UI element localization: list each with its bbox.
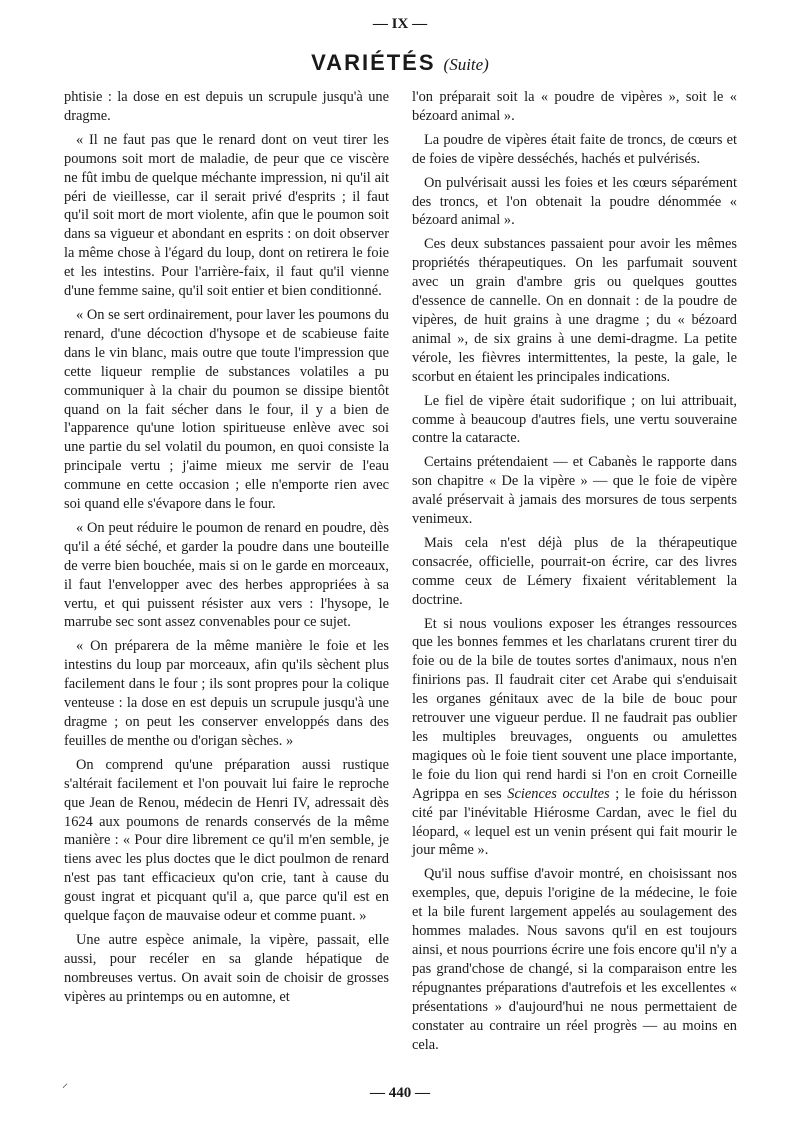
paragraph-text: Et si nous voulions exposer les étranges ressources que les bonnes femmes et les charlatans crurent tirer du foie ou de la bile de toutes sortes d'animaux, nous n'en finirions pas. Il faudrait citer cet Arabe qui s'enduisait les organes génitaux avec de la bile de bouc pour retrouver une vigueur perdue. Il ne faudrait pas oublier les multiples breuvages, onguents ou amulettes magiques où le foie tient souvent une place importante, le foie du lion qui rend hardi si l'on en croit Corneille Agrippa en ses (412, 615, 737, 802)
paragraph: Certains prétendaient — et Cabanès le rapporte dans son chapitre « De la vipère » — que le foie de vipère avalé préservait à jamais des morsures de tous serpents venimeux. (412, 454, 737, 528)
paragraph: Mais cela n'est déjà plus de la thérapeutique consacrée, officielle, pourrait-on écrire, car des livres comme ceux de Lémery fixaient véritablement la doctrine. (412, 534, 737, 608)
paragraph: « On préparera de la même manière le foie et les intestins du loup par morceaux, afin qu'ils sèchent plus facilement dans le four ; ils sont propres pour la colique venteuse : la dose en est depuis un scrupule jusqu'à une dragme ; on peut les conserver enveloppés dans des feuilles de menthe ou d'origan sèches. » (64, 638, 389, 749)
stray-ink-mark: ⸝ (62, 1076, 69, 1090)
paragraph: l'on préparait soit la « poudre de vipères », soit le « bézoard animal ». (412, 89, 737, 124)
paragraph: Une autre espèce animale, la vipère, passait, elle aussi, pour recéler en sa glande hépatique de nombreuses vertus. On avait soin de choisir de grosses vipères au printemps ou en automne, et (64, 931, 389, 1005)
roman-page-number: — IX — (372, 16, 428, 32)
paragraph: Ces deux substances passaient pour avoir les mêmes propriétés thérapeutiques. On les parfumait souvent avec un grain d'ambre gris ou quelques gouttes d'essence de cannelle. On en donnait : de la poudre de vipères, de huit grains à une dragme ; du « bézoard animal », de six grains à une demi-dragme. La petite vérole, les fièvres intermittentes, la peste, la gale, le scorbut en étaient les principales indications. (412, 236, 737, 385)
paragraph: Le fiel de vipère était sudorifique ; on lui attribuait, comme à beaucoup d'autres fiels, une vertu souveraine contre la cataracte. (412, 392, 737, 447)
title-subtitle: (Suite) (443, 55, 489, 74)
paragraph (412, 615, 737, 861)
paragraph: « On se sert ordinairement, pour laver les poumons du renard, d'une décoction d'hysope et de scabieuse faite dans le vin blanc, mais outre que toute l'impression que cette liqueur remplie de substances volatiles a pu communiquer à la chair du poumon se dissipe bientôt quand on la fait sécher dans le four, il y a bien de l'apparence qu'une lotion spiritueuse enlève avec soi une partie du sel volatil du poumon, en quoi consiste la principale vertu ; j'aime mieux me servir de l'eau commune en cette occasion ; elle n'emporte rien avec soi quand elle s'évapore dans le four. (64, 306, 389, 513)
paragraph: La poudre de vipères était faite de troncs, de cœurs et de foies de vipère desséchés, hachés et pulvérisés. (412, 131, 737, 167)
paragraph: Qu'il nous suffise d'avoir montré, en choisissant nos exemples, que, depuis l'origine de la médecine, le foie et la bile furent largement appelés au soulagement des hommes malades. Nous savons qu'il en est toujours ainsi, et nous pourrions écrire une fois encore qu'il n'y a pas grand'chose de changé, si la comparaison entre les répugnantes préparations d'autrefois et les excellentes « présentations » d'aujourd'hui ne nous permettaient de constater au contraire un réel progrès — au moins en cela. (412, 866, 737, 1053)
paragraph: « Il ne faut pas que le renard dont on veut tirer les poumons soit mort de maladie, de peur que ce viscère ne fût imbu de quelque méchante impression, ni qu'il ait péri de vieillesse, car il serait privé d'esprits ; il faut qu'il soit mort de mort violente, afin que le poumon soit dans sa vigueur et abondant en esprits : on doit observer la même chose à l'égard du loup, dont on retirera le foie et les intestins. Pour l'arrière-faix, il faut qu'il vienne d'une femme saine, qu'il soit entier et bien conditionné. (64, 131, 389, 300)
paragraph-text: ; le foie du hérisson cité par l'inévitable Hiérosme Cardan, avec le fiel du léopard, « lequel est un venin présent qui fait mourir le jour même ». (412, 785, 737, 859)
paragraph: On pulvérisait aussi les foies et les cœurs séparément des troncs, et l'on obtenait la poudre dénommée « bézoard animal ». (412, 174, 737, 229)
page-number: — 440 — (370, 1085, 430, 1101)
title-text: VARIÉTÉS (311, 50, 436, 75)
right-column (412, 88, 737, 1054)
left-column (64, 88, 389, 1007)
book-title: Sciences occultes (507, 785, 610, 802)
paragraph: « On peut réduire le poumon de renard en poudre, dès qu'il a été séché, et garder la poudre dans une bouteille de verre bien bouchée, mais si on le garde en morceaux, il faut l'envelopper avec des herbes appropriées à sa vertu, et qui puissent résister aux vers : l'hysope, le marrube sec sont assez convenables pour ce sujet. (64, 519, 389, 631)
paragraph: phtisie : la dose en est depuis un scrupule jusqu'à une dragme. (64, 89, 389, 124)
section-title (0, 50, 800, 76)
paragraph: On comprend qu'une préparation aussi rustique s'altérait facilement et l'on pouvait lui faire le reproche que Jean de Renou, médecin de Henri IV, adressait dès 1624 aux poumons de renards conservés de la même manière : « Pour dire librement ce qu'il m'en semble, je tiens avec les plus doctes que le dict poulmon de renard n'est pas tant efficacieux qu'on crie, tant à cause du goust ingrat et picquant qu'il a, que parce qu'il est en quelque façon de mauvaise odeur et comme puant. » (64, 756, 389, 925)
